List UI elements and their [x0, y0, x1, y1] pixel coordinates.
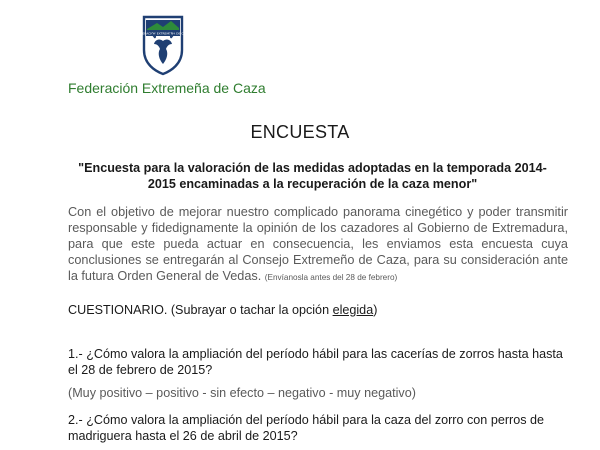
document-title: ENCUESTA — [250, 122, 350, 142]
intro-text: Con el objetivo de mejorar nuestro complicado panorama cinegético y poder transmitir responsable y fidedignamente la opinión de los cazadores al Gobierno de Extremadura, para que este pueda actuar en consecuencia, les enviamos esta encuesta cuya conclusiones se entregarán al Consejo Extremeño de Caza, para su consideración ante la futura Orden General de Vedas. — [68, 205, 568, 283]
intro-paragraph — [68, 204, 568, 286]
document-subtitle: "Encuesta para la valoración de las medidas adoptadas en la temporada 2014-2015 encaminadas a la recuperación de la caza menor" — [78, 161, 547, 191]
question-1-options[interactable]: (Muy positivo – positivo - sin efecto – negativo - muy negativo) — [68, 386, 416, 400]
questionnaire-end: ) — [373, 303, 378, 317]
questionnaire-heading — [68, 303, 377, 317]
questionnaire-label: CUESTIONARIO. (Subrayar o tachar la opción — [68, 303, 333, 317]
questionnaire-emphasis: elegida — [332, 303, 374, 317]
organization-name: Federación Extremeña de Caza — [68, 80, 266, 96]
question-1: 1.- ¿Cómo valora la ampliación del período hábil para las cacerías de zorros hasta hasta el 28 de febrero de 2015? — [68, 347, 563, 377]
question-2: 2.- ¿Cómo valora la ampliación del período hábil para la caza del zorro con perros de madriguera hasta el 26 de abril de 2015? — [68, 413, 545, 443]
federation-logo-icon — [136, 14, 190, 76]
logo-text: FEDERACIÓN EXTREMEÑA DE CAZA — [136, 31, 190, 36]
intro-deadline-note: (Envíanosla antes del 28 de febrero) — [264, 273, 398, 282]
